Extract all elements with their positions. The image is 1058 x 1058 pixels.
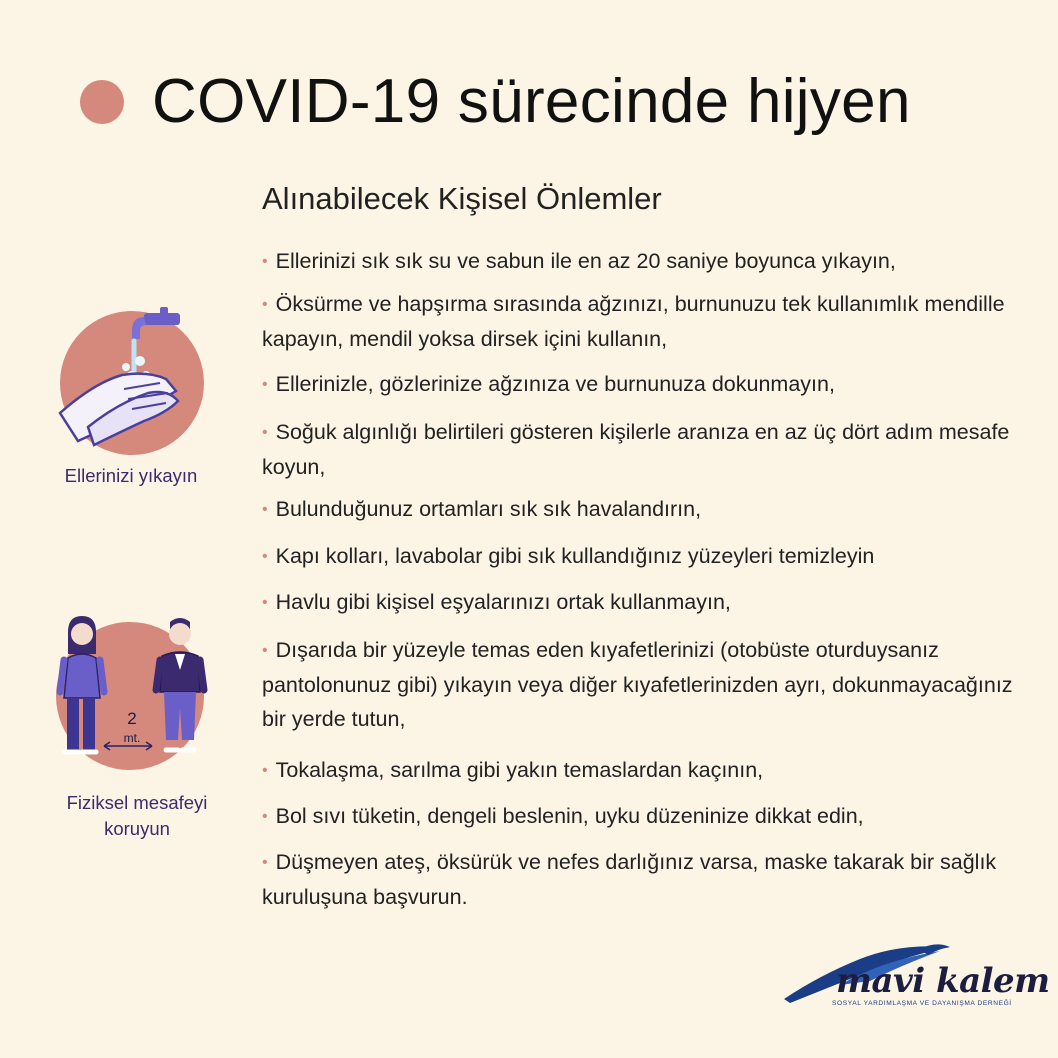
list-item: • Ellerinizle, gözlerinize ağzınıza ve burnunuza dokunmayın, xyxy=(262,372,835,396)
title-bullet-dot xyxy=(80,80,124,124)
page-title: COVID-19 sürecinde hijyen xyxy=(152,67,911,136)
logo-name: mavi kalem xyxy=(836,961,1050,1001)
distance-caption: Fiziksel mesafeyi koruyun xyxy=(66,792,208,839)
list-item: • Öksürme ve hapşırma sırasında ağzınızı, burnunuzu tek kullanımlık mendille kapayın, mendil yoksa dirsek içini kullanın, xyxy=(262,292,1005,351)
mavi-kalem-logo xyxy=(780,935,1050,1015)
list-item: • Kapı kolları, lavabolar gibi sık kullandığınız yüzeyleri temizleyin xyxy=(262,544,875,568)
distance-unit: mt. xyxy=(123,731,141,745)
list-item: • Ellerinizi sık sık su ve sabun ile en az 20 saniye boyunca yıkayın, xyxy=(262,249,896,273)
logo-tagline: SOSYAL YARDIMLAŞMA VE DAYANIŞMA DERNEĞİ xyxy=(832,1000,1012,1007)
handwash-icon xyxy=(48,305,218,455)
list-item: • Dışarıda bir yüzeyle temas eden kıyafetlerinizi (otobüste oturduysanız pantolonunuz gibi) yıkayın veya diğer kıyafetlerinizden ayrı, dokunmayacağınız bir yerde tutun, xyxy=(262,638,1013,731)
distance-value: 2 xyxy=(127,709,137,728)
list-item: • Soğuk algınlığı belirtileri gösteren kişilerle aranıza en az üç dört adım mesafe koyun, xyxy=(262,420,1010,479)
handwash-caption: Ellerinizi yıkayın xyxy=(64,465,198,486)
list-item: • Havlu gibi kişisel eşyalarınızı ortak kullanmayın, xyxy=(262,590,731,614)
list-item: • Bulunduğunuz ortamları sık sık havalandırın, xyxy=(262,497,702,521)
page-subtitle: Alınabilecek Kişisel Önlemler xyxy=(262,181,662,216)
list-item: • Düşmeyen ateş, öksürük ve nefes darlığınız varsa, maske takarak bir sağlık kuruluşuna başvurun. xyxy=(262,850,997,909)
list-item: • Bol sıvı tüketin, dengeli beslenin, uyku düzeninize dikkat edin, xyxy=(262,804,864,828)
list-item: • Tokalaşma, sarılma gibi yakın temaslardan kaçının, xyxy=(262,758,764,782)
social-distance-icon xyxy=(48,610,218,775)
